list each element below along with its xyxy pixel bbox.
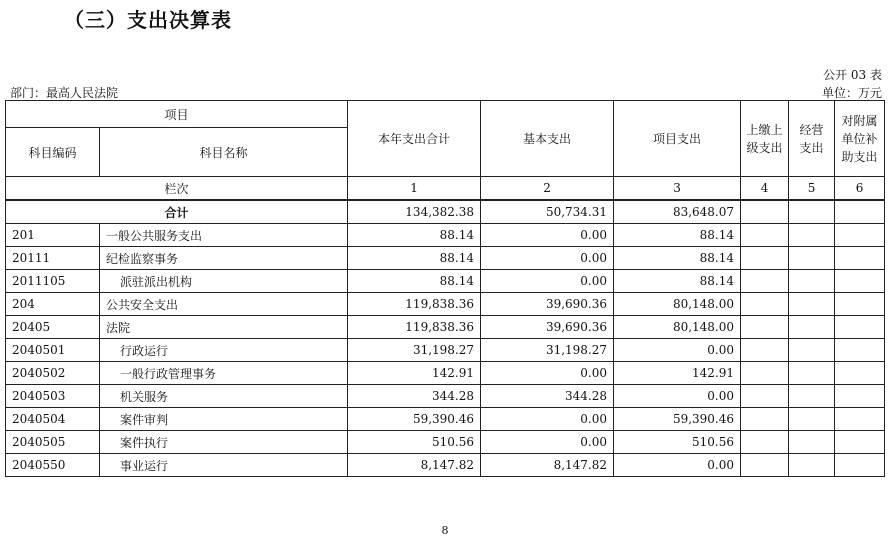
- row-basic: 0.00: [481, 408, 614, 431]
- col-index-1: 1: [348, 177, 481, 201]
- sum-basic: 50,734.31: [481, 200, 614, 224]
- table-row: [6, 362, 885, 385]
- row-empty-cell: [741, 362, 789, 385]
- row-project: 510.56: [614, 431, 741, 454]
- row-code: 2011105: [6, 270, 100, 293]
- row-total: 510.56: [348, 431, 481, 454]
- header-name: 科目名称: [100, 128, 348, 177]
- row-name: 案件审判: [100, 408, 348, 431]
- header-business: 经营支出: [789, 101, 835, 177]
- row-name: 纪检监察事务: [100, 247, 348, 270]
- row-empty-cell: [741, 293, 789, 316]
- row-empty-cell: [741, 408, 789, 431]
- row-empty-cell: [789, 385, 835, 408]
- header-row-index: 栏次: [6, 177, 348, 201]
- row-empty-cell: [789, 293, 835, 316]
- row-basic: 31,198.27: [481, 339, 614, 362]
- row-empty-cell: [789, 247, 835, 270]
- row-name: 行政运行: [100, 339, 348, 362]
- row-code: 20405: [6, 316, 100, 339]
- row-total: 88.14: [348, 224, 481, 247]
- row-total: 88.14: [348, 270, 481, 293]
- table-row: [6, 270, 885, 293]
- row-total: 142.91: [348, 362, 481, 385]
- row-empty-cell: [741, 454, 789, 477]
- row-total: 88.14: [348, 247, 481, 270]
- header-subsidy: 对附属单位补助支出: [835, 101, 885, 177]
- row-empty-cell: [741, 339, 789, 362]
- table-row: [6, 293, 885, 316]
- table-row: [6, 431, 885, 454]
- row-empty-cell: [835, 247, 885, 270]
- row-total: 31,198.27: [348, 339, 481, 362]
- row-empty-cell: [789, 454, 835, 477]
- table-row: [6, 385, 885, 408]
- table-row: [6, 247, 885, 270]
- row-code: 2040504: [6, 408, 100, 431]
- table-row: [6, 224, 885, 247]
- row-project: 142.91: [614, 362, 741, 385]
- col-index-3: 3: [614, 177, 741, 201]
- row-name: 事业运行: [100, 454, 348, 477]
- row-name: 一般行政管理事务: [100, 362, 348, 385]
- row-empty-cell: [789, 339, 835, 362]
- department-label: 部门：最高人民法院: [10, 86, 119, 100]
- row-empty-cell: [789, 362, 835, 385]
- row-total: 119,838.36: [348, 293, 481, 316]
- row-empty-cell: [789, 270, 835, 293]
- row-project: 80,148.00: [614, 316, 741, 339]
- row-code: 20111: [6, 247, 100, 270]
- row-empty-cell: [741, 247, 789, 270]
- row-empty-cell: [741, 385, 789, 408]
- row-name: 案件执行: [100, 431, 348, 454]
- row-basic: 0.00: [481, 247, 614, 270]
- row-code: 201: [6, 224, 100, 247]
- table-row: [6, 316, 885, 339]
- sum-row: [6, 200, 885, 224]
- header-project-expenditure: 项目支出: [614, 101, 741, 177]
- row-basic: 39,690.36: [481, 316, 614, 339]
- row-name: 机关服务: [100, 385, 348, 408]
- header-upper: 上缴上级支出: [741, 101, 789, 177]
- row-name: 公共安全支出: [100, 293, 348, 316]
- row-empty-cell: [835, 362, 885, 385]
- row-empty-cell: [789, 316, 835, 339]
- header-project: 项目: [6, 101, 348, 128]
- row-empty-cell: [835, 408, 885, 431]
- expenditure-table: [5, 100, 885, 477]
- row-basic: 0.00: [481, 224, 614, 247]
- page-number: 8: [441, 524, 449, 537]
- row-name: 一般公共服务支出: [100, 224, 348, 247]
- data-rows: [6, 224, 885, 477]
- row-total: 8,147.82: [348, 454, 481, 477]
- row-basic: 344.28: [481, 385, 614, 408]
- table-row: [6, 408, 885, 431]
- row-empty-cell: [789, 224, 835, 247]
- header-code: 科目编码: [6, 128, 100, 177]
- row-code: 2040502: [6, 362, 100, 385]
- row-empty-cell: [789, 431, 835, 454]
- sum-label: 合计: [6, 200, 348, 224]
- row-empty-cell: [835, 385, 885, 408]
- row-empty-cell: [741, 270, 789, 293]
- row-empty-cell: [835, 270, 885, 293]
- row-empty-cell: [835, 293, 885, 316]
- row-basic: 8,147.82: [481, 454, 614, 477]
- row-project: 88.14: [614, 270, 741, 293]
- row-basic: 0.00: [481, 362, 614, 385]
- row-empty-cell: [741, 316, 789, 339]
- col-index-6: 6: [835, 177, 885, 201]
- row-empty-cell: [835, 224, 885, 247]
- row-basic: 0.00: [481, 431, 614, 454]
- row-basic: 39,690.36: [481, 293, 614, 316]
- col-index-4: 4: [741, 177, 789, 201]
- row-name: 派驻派出机构: [100, 270, 348, 293]
- row-empty-cell: [741, 431, 789, 454]
- table-row: [6, 454, 885, 477]
- col-index-2: 2: [481, 177, 614, 201]
- sum-total: 134,382.38: [348, 200, 481, 224]
- row-empty-cell: [835, 431, 885, 454]
- row-project: 0.00: [614, 454, 741, 477]
- row-project: 59,390.46: [614, 408, 741, 431]
- row-project: 0.00: [614, 339, 741, 362]
- page-title: （三）支出决算表: [64, 8, 232, 32]
- row-total: 119,838.36: [348, 316, 481, 339]
- row-total: 59,390.46: [348, 408, 481, 431]
- header-basic: 基本支出: [481, 101, 614, 177]
- row-project: 80,148.00: [614, 293, 741, 316]
- row-project: 0.00: [614, 385, 741, 408]
- row-project: 88.14: [614, 247, 741, 270]
- row-code: 204: [6, 293, 100, 316]
- row-empty-cell: [835, 454, 885, 477]
- sum-project: 83,648.07: [614, 200, 741, 224]
- row-code: 2040503: [6, 385, 100, 408]
- form-number: 公开 03 表: [823, 68, 882, 82]
- row-empty-cell: [741, 224, 789, 247]
- row-empty-cell: [789, 408, 835, 431]
- unit-label: 单位：万元: [821, 86, 882, 100]
- header-total: 本年支出合计: [348, 101, 481, 177]
- col-index-5: 5: [789, 177, 835, 201]
- row-project: 88.14: [614, 224, 741, 247]
- row-code: 2040505: [6, 431, 100, 454]
- row-code: 2040550: [6, 454, 100, 477]
- row-empty-cell: [835, 339, 885, 362]
- row-code: 2040501: [6, 339, 100, 362]
- row-basic: 0.00: [481, 270, 614, 293]
- row-empty-cell: [835, 316, 885, 339]
- row-name: 法院: [100, 316, 348, 339]
- row-total: 344.28: [348, 385, 481, 408]
- table-row: [6, 339, 885, 362]
